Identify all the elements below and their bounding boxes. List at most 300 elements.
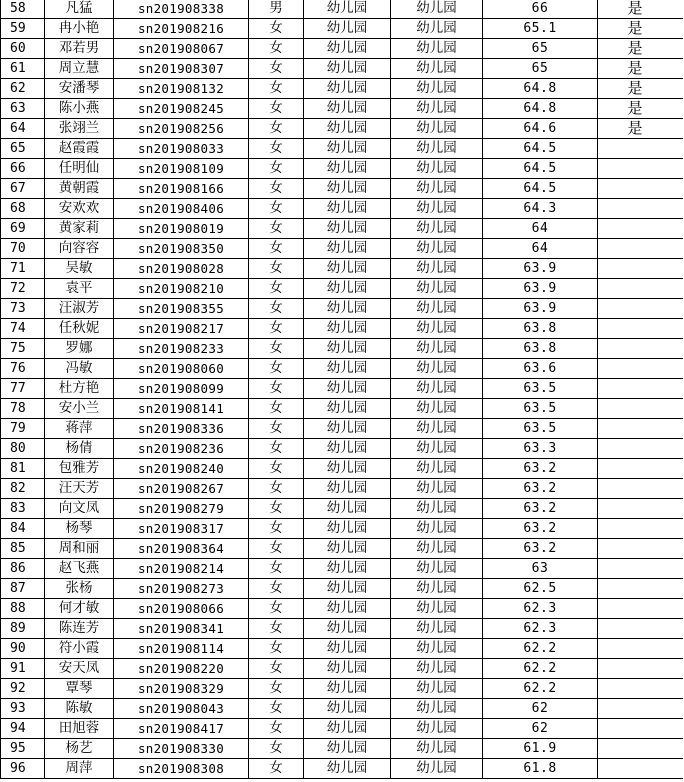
table-row (1, 79, 683, 99)
candidate-name: 杨倩 (45, 439, 114, 459)
candidate-score: 64.8 (483, 99, 598, 119)
interview-flag (598, 459, 683, 479)
row-number: 90 (1, 639, 45, 659)
candidate-subject: 幼儿园 (391, 599, 483, 619)
interview-flag (598, 359, 683, 379)
candidate-score: 64.6 (483, 119, 598, 139)
table-row (1, 579, 683, 599)
candidate-gender: 女 (249, 599, 304, 619)
candidate-id: sn201908060 (114, 359, 249, 379)
table-row (1, 679, 683, 699)
row-number: 86 (1, 559, 45, 579)
candidate-id: sn201908019 (114, 219, 249, 239)
table-row (1, 419, 683, 439)
candidate-unit: 幼儿园 (304, 479, 391, 499)
candidate-unit: 幼儿园 (304, 219, 391, 239)
row-number: 70 (1, 239, 45, 259)
candidate-id: sn201908417 (114, 719, 249, 739)
interview-flag (598, 499, 683, 519)
candidate-id: sn201908330 (114, 739, 249, 759)
interview-flag: 是 (598, 99, 683, 119)
candidate-unit: 幼儿园 (304, 719, 391, 739)
interview-flag (598, 539, 683, 559)
candidate-id: sn201908273 (114, 579, 249, 599)
table-row (1, 279, 683, 299)
candidate-id: sn201908067 (114, 39, 249, 59)
candidate-subject: 幼儿园 (391, 539, 483, 559)
candidate-gender: 女 (249, 639, 304, 659)
candidate-subject: 幼儿园 (391, 679, 483, 699)
candidate-gender: 女 (249, 99, 304, 119)
candidate-unit: 幼儿园 (304, 179, 391, 199)
candidate-id: sn201908233 (114, 339, 249, 359)
candidate-name: 罗娜 (45, 339, 114, 359)
candidate-name: 覃琴 (45, 679, 114, 699)
table-row (1, 219, 683, 239)
candidate-id: sn201908043 (114, 699, 249, 719)
table-row (1, 699, 683, 719)
candidate-unit: 幼儿园 (304, 739, 391, 759)
table-row (1, 259, 683, 279)
candidate-unit: 幼儿园 (304, 319, 391, 339)
candidate-gender: 女 (249, 299, 304, 319)
row-number: 95 (1, 739, 45, 759)
candidate-gender: 女 (249, 339, 304, 359)
row-number: 78 (1, 399, 45, 419)
candidate-id: sn201908220 (114, 659, 249, 679)
candidate-score: 64.3 (483, 199, 598, 219)
candidate-name: 汪天芳 (45, 479, 114, 499)
candidate-unit: 幼儿园 (304, 139, 391, 159)
interview-flag (598, 719, 683, 739)
candidate-score: 63.5 (483, 419, 598, 439)
candidate-subject: 幼儿园 (391, 479, 483, 499)
interview-flag (598, 479, 683, 499)
table-row (1, 639, 683, 659)
candidate-score: 63.2 (483, 499, 598, 519)
row-number: 63 (1, 99, 45, 119)
candidate-gender: 女 (249, 239, 304, 259)
row-number: 89 (1, 619, 45, 639)
candidate-name: 黄朝霞 (45, 179, 114, 199)
candidate-unit: 幼儿园 (304, 339, 391, 359)
candidate-score: 66 (483, 0, 598, 19)
candidate-gender: 女 (249, 479, 304, 499)
candidate-score: 62.2 (483, 679, 598, 699)
candidate-id: sn201908141 (114, 399, 249, 419)
candidate-id: sn201908240 (114, 459, 249, 479)
row-number: 96 (1, 759, 45, 779)
candidate-name: 安欢欢 (45, 199, 114, 219)
candidate-unit: 幼儿园 (304, 19, 391, 39)
candidate-name: 陈连芳 (45, 619, 114, 639)
candidate-gender: 女 (249, 719, 304, 739)
candidate-id: sn201908355 (114, 299, 249, 319)
row-number: 67 (1, 179, 45, 199)
candidate-id: sn201908217 (114, 319, 249, 339)
row-number: 75 (1, 339, 45, 359)
candidate-name: 周和丽 (45, 539, 114, 559)
candidate-id: sn201908245 (114, 99, 249, 119)
candidate-score: 65 (483, 59, 598, 79)
candidate-name: 任明仙 (45, 159, 114, 179)
table-row (1, 619, 683, 639)
candidate-score: 62.2 (483, 659, 598, 679)
candidate-subject: 幼儿园 (391, 339, 483, 359)
candidate-gender: 女 (249, 459, 304, 479)
interview-flag: 是 (598, 119, 683, 139)
candidate-unit: 幼儿园 (304, 359, 391, 379)
candidate-id: sn201908166 (114, 179, 249, 199)
candidate-subject: 幼儿园 (391, 359, 483, 379)
table-row (1, 519, 683, 539)
candidate-subject: 幼儿园 (391, 219, 483, 239)
row-number: 85 (1, 539, 45, 559)
candidate-subject: 幼儿园 (391, 719, 483, 739)
candidate-id: sn201908364 (114, 539, 249, 559)
candidate-subject: 幼儿园 (391, 459, 483, 479)
candidate-score: 65.1 (483, 19, 598, 39)
candidate-subject: 幼儿园 (391, 379, 483, 399)
table-row (1, 159, 683, 179)
table-row (1, 739, 683, 759)
candidate-subject: 幼儿园 (391, 639, 483, 659)
candidate-name: 吴敏 (45, 259, 114, 279)
candidate-subject: 幼儿园 (391, 319, 483, 339)
candidate-unit: 幼儿园 (304, 239, 391, 259)
table-row (1, 399, 683, 419)
candidate-name: 陈小燕 (45, 99, 114, 119)
candidate-id: sn201908132 (114, 79, 249, 99)
candidate-gender: 女 (249, 279, 304, 299)
candidate-subject: 幼儿园 (391, 419, 483, 439)
row-number: 82 (1, 479, 45, 499)
candidate-gender: 女 (249, 359, 304, 379)
candidate-unit: 幼儿园 (304, 259, 391, 279)
candidate-subject: 幼儿园 (391, 759, 483, 779)
candidate-name: 袁平 (45, 279, 114, 299)
candidate-score: 62.5 (483, 579, 598, 599)
row-number: 64 (1, 119, 45, 139)
candidate-unit: 幼儿园 (304, 759, 391, 779)
candidate-id: sn201908216 (114, 19, 249, 39)
table-row (1, 719, 683, 739)
candidate-subject: 幼儿园 (391, 0, 483, 19)
candidate-name: 凡猛 (45, 0, 114, 19)
row-number: 91 (1, 659, 45, 679)
candidate-subject: 幼儿园 (391, 199, 483, 219)
table-body (1, 0, 683, 779)
table-row (1, 299, 683, 319)
table-row (1, 319, 683, 339)
row-number: 59 (1, 19, 45, 39)
candidate-unit: 幼儿园 (304, 0, 391, 19)
candidate-subject: 幼儿园 (391, 699, 483, 719)
table-row (1, 539, 683, 559)
candidate-name: 邓若男 (45, 39, 114, 59)
candidate-score: 63.5 (483, 379, 598, 399)
candidate-gender: 女 (249, 159, 304, 179)
candidate-subject: 幼儿园 (391, 99, 483, 119)
table-row (1, 479, 683, 499)
candidate-score: 62.3 (483, 619, 598, 639)
interview-flag (598, 299, 683, 319)
interview-flag (598, 239, 683, 259)
interview-flag (598, 139, 683, 159)
candidate-gender: 女 (249, 419, 304, 439)
candidate-name: 田旭蓉 (45, 719, 114, 739)
candidate-gender: 女 (249, 199, 304, 219)
row-number: 68 (1, 199, 45, 219)
candidate-name: 冉小艳 (45, 19, 114, 39)
interview-flag (598, 619, 683, 639)
interview-flag (598, 739, 683, 759)
candidate-unit: 幼儿园 (304, 299, 391, 319)
interview-flag: 是 (598, 0, 683, 19)
interview-flag: 是 (598, 39, 683, 59)
table-row (1, 499, 683, 519)
candidate-id: sn201908033 (114, 139, 249, 159)
candidate-gender: 女 (249, 119, 304, 139)
candidate-unit: 幼儿园 (304, 99, 391, 119)
interview-flag (598, 199, 683, 219)
candidate-unit: 幼儿园 (304, 699, 391, 719)
candidate-id: sn201908028 (114, 259, 249, 279)
candidate-subject: 幼儿园 (391, 79, 483, 99)
row-number: 61 (1, 59, 45, 79)
candidate-subject: 幼儿园 (391, 739, 483, 759)
row-number: 81 (1, 459, 45, 479)
candidate-gender: 女 (249, 39, 304, 59)
candidate-id: sn201908109 (114, 159, 249, 179)
candidate-name: 汪淑芳 (45, 299, 114, 319)
candidate-gender: 女 (249, 659, 304, 679)
candidate-name: 周立慧 (45, 59, 114, 79)
candidate-gender: 女 (249, 259, 304, 279)
candidate-id: sn201908114 (114, 639, 249, 659)
candidate-score: 64.8 (483, 79, 598, 99)
candidate-unit: 幼儿园 (304, 79, 391, 99)
candidate-name: 何才敏 (45, 599, 114, 619)
candidate-subject: 幼儿园 (391, 299, 483, 319)
candidate-unit: 幼儿园 (304, 679, 391, 699)
interview-flag (598, 699, 683, 719)
candidate-gender: 女 (249, 19, 304, 39)
interview-flag (598, 639, 683, 659)
candidate-score: 63.3 (483, 439, 598, 459)
interview-flag (598, 599, 683, 619)
interview-flag (598, 319, 683, 339)
candidate-gender: 女 (249, 699, 304, 719)
candidate-subject: 幼儿园 (391, 499, 483, 519)
table-row (1, 99, 683, 119)
candidate-unit: 幼儿园 (304, 399, 391, 419)
candidate-score: 63.2 (483, 519, 598, 539)
candidate-gender: 女 (249, 439, 304, 459)
interview-flag (598, 219, 683, 239)
candidate-id: sn201908341 (114, 619, 249, 639)
table-row (1, 599, 683, 619)
candidate-name: 周萍 (45, 759, 114, 779)
candidate-name: 安小兰 (45, 399, 114, 419)
candidate-score: 64.5 (483, 139, 598, 159)
candidate-name: 向容容 (45, 239, 114, 259)
candidate-name: 向文凤 (45, 499, 114, 519)
candidate-gender: 女 (249, 319, 304, 339)
candidate-gender: 女 (249, 679, 304, 699)
candidate-id: sn201908317 (114, 519, 249, 539)
row-number: 60 (1, 39, 45, 59)
candidate-gender: 女 (249, 759, 304, 779)
table-row (1, 379, 683, 399)
table-row (1, 439, 683, 459)
candidate-name: 任秋妮 (45, 319, 114, 339)
candidate-score: 63.9 (483, 279, 598, 299)
candidate-unit: 幼儿园 (304, 199, 391, 219)
candidate-name: 杜方艳 (45, 379, 114, 399)
candidate-unit: 幼儿园 (304, 119, 391, 139)
candidate-gender: 女 (249, 379, 304, 399)
candidate-unit: 幼儿园 (304, 39, 391, 59)
candidate-name: 张翊兰 (45, 119, 114, 139)
candidate-score: 62 (483, 719, 598, 739)
candidate-name: 赵霞霞 (45, 139, 114, 159)
candidate-name: 张杨 (45, 579, 114, 599)
candidate-subject: 幼儿园 (391, 259, 483, 279)
table-row (1, 559, 683, 579)
row-number: 65 (1, 139, 45, 159)
candidate-gender: 女 (249, 539, 304, 559)
candidate-subject: 幼儿园 (391, 19, 483, 39)
candidate-subject: 幼儿园 (391, 239, 483, 259)
candidate-id: sn201908099 (114, 379, 249, 399)
interview-flag (598, 519, 683, 539)
candidate-name: 符小霞 (45, 639, 114, 659)
candidate-score: 62.3 (483, 599, 598, 619)
candidate-gender: 男 (249, 0, 304, 19)
row-number: 69 (1, 219, 45, 239)
table-row (1, 459, 683, 479)
candidate-subject: 幼儿园 (391, 279, 483, 299)
candidate-subject: 幼儿园 (391, 119, 483, 139)
candidate-gender: 女 (249, 519, 304, 539)
candidate-unit: 幼儿园 (304, 279, 391, 299)
table-row (1, 19, 683, 39)
candidate-score: 64 (483, 219, 598, 239)
candidate-score: 64 (483, 239, 598, 259)
row-number: 76 (1, 359, 45, 379)
interview-flag (598, 759, 683, 779)
table-row (1, 59, 683, 79)
candidate-name: 赵飞燕 (45, 559, 114, 579)
table-row (1, 119, 683, 139)
candidate-id: sn201908236 (114, 439, 249, 459)
candidate-id: sn201908066 (114, 599, 249, 619)
candidate-score: 63.9 (483, 299, 598, 319)
row-number: 83 (1, 499, 45, 519)
candidate-score: 63.9 (483, 259, 598, 279)
candidate-subject: 幼儿园 (391, 59, 483, 79)
candidate-score: 63.5 (483, 399, 598, 419)
candidate-name: 陈敏 (45, 699, 114, 719)
candidate-id: sn201908214 (114, 559, 249, 579)
candidate-score: 64.5 (483, 159, 598, 179)
row-number: 77 (1, 379, 45, 399)
table-row (1, 759, 683, 779)
interview-flag: 是 (598, 79, 683, 99)
candidate-subject: 幼儿园 (391, 659, 483, 679)
candidate-score: 63.6 (483, 359, 598, 379)
candidate-name: 冯敏 (45, 359, 114, 379)
table-row (1, 659, 683, 679)
candidate-unit: 幼儿园 (304, 599, 391, 619)
table-row (1, 339, 683, 359)
interview-flag (598, 339, 683, 359)
candidate-unit: 幼儿园 (304, 59, 391, 79)
candidate-name: 安潘琴 (45, 79, 114, 99)
interview-flag: 是 (598, 59, 683, 79)
candidate-gender: 女 (249, 399, 304, 419)
row-number: 66 (1, 159, 45, 179)
table-row (1, 199, 683, 219)
candidate-subject: 幼儿园 (391, 139, 483, 159)
interview-flag (598, 579, 683, 599)
table-row (1, 0, 683, 19)
interview-flag (598, 179, 683, 199)
candidate-subject: 幼儿园 (391, 579, 483, 599)
candidate-name: 杨艺 (45, 739, 114, 759)
row-number: 74 (1, 319, 45, 339)
candidate-subject: 幼儿园 (391, 519, 483, 539)
table-row (1, 239, 683, 259)
candidate-gender: 女 (249, 739, 304, 759)
candidate-unit: 幼儿园 (304, 639, 391, 659)
candidate-name: 安天凤 (45, 659, 114, 679)
candidate-unit: 幼儿园 (304, 379, 391, 399)
row-number: 79 (1, 419, 45, 439)
interview-flag (598, 259, 683, 279)
candidate-gender: 女 (249, 219, 304, 239)
candidate-unit: 幼儿园 (304, 579, 391, 599)
interview-flag (598, 559, 683, 579)
candidate-name: 杨琴 (45, 519, 114, 539)
candidate-score: 62 (483, 699, 598, 719)
candidate-name: 包雅芳 (45, 459, 114, 479)
candidate-score: 61.8 (483, 759, 598, 779)
candidate-score: 63.2 (483, 459, 598, 479)
candidate-subject: 幼儿园 (391, 619, 483, 639)
table-row (1, 139, 683, 159)
candidate-unit: 幼儿园 (304, 619, 391, 639)
candidate-id: sn201908406 (114, 199, 249, 219)
candidate-score: 63.8 (483, 319, 598, 339)
candidate-gender: 女 (249, 499, 304, 519)
candidate-gender: 女 (249, 139, 304, 159)
row-number: 58 (1, 0, 45, 19)
candidate-score: 63.2 (483, 539, 598, 559)
candidate-score: 64.5 (483, 179, 598, 199)
row-number: 93 (1, 699, 45, 719)
row-number: 80 (1, 439, 45, 459)
candidate-id: sn201908338 (114, 0, 249, 19)
candidate-unit: 幼儿园 (304, 459, 391, 479)
candidate-unit: 幼儿园 (304, 659, 391, 679)
candidate-unit: 幼儿园 (304, 499, 391, 519)
interview-flag (598, 379, 683, 399)
candidate-subject: 幼儿园 (391, 559, 483, 579)
candidate-id: sn201908256 (114, 119, 249, 139)
candidate-subject: 幼儿园 (391, 39, 483, 59)
